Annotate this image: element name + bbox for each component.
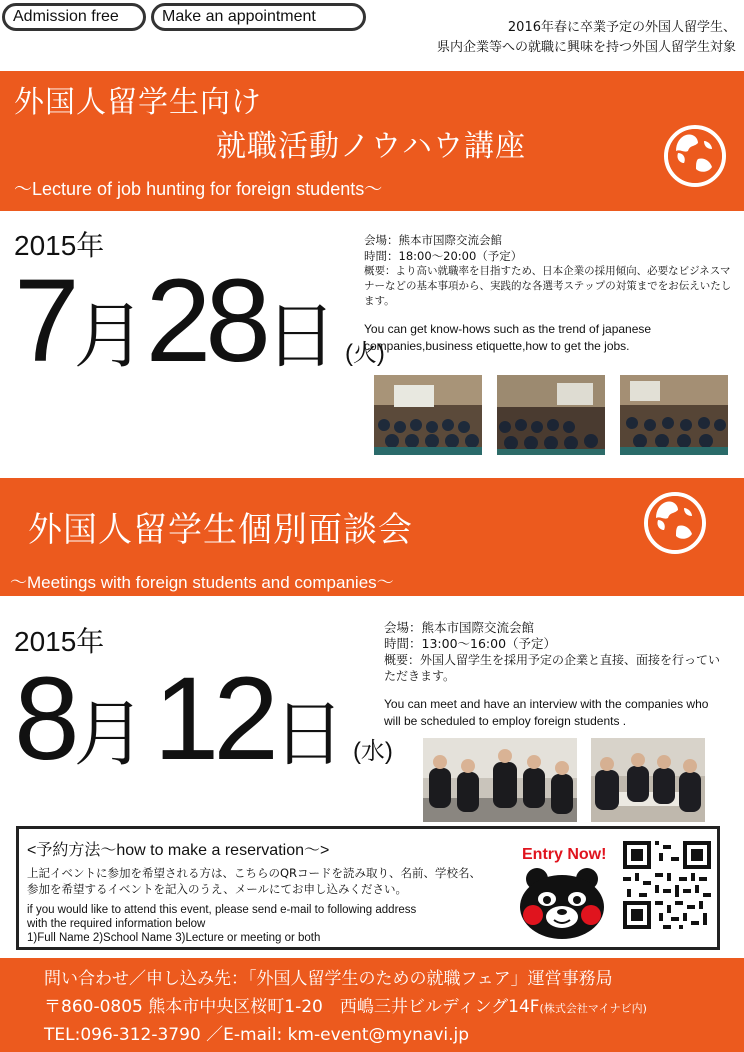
lecture-date [14, 255, 385, 387]
globe-icon [644, 492, 706, 554]
lecture-subtitle: ～Lecture of job hunting for foreign students～ [14, 179, 383, 199]
lecture-day-char: 日 [264, 297, 337, 377]
footer-address [44, 992, 647, 1017]
footer-tel-email: TEL:096-312-3790 ／E-mail: km-event@mynavi.jp [44, 1025, 470, 1045]
contact-footer [0, 958, 744, 1052]
reservation-jp-line-1: 上記イベントに参加を希望される方は、こちらのQRコードを読み取り、名前、学校名、 [27, 866, 482, 880]
meeting-venue: 会場：熊本市国際交流会館 [384, 620, 535, 635]
lecture-month-char: 月 [73, 297, 146, 377]
meeting-year: 2015年 [14, 626, 105, 657]
meeting-title: 外国人留学生個別面談会 [28, 510, 413, 550]
meeting-summary: 概要：外国人留学生を採用予定の企業と直接、面接を行っていただきます。 [384, 653, 721, 683]
meeting-month: 8 [14, 653, 74, 785]
footer-address-main: 〒860-0805 熊本市中央区桜町1-20 西嶋三井ビルディング14F [44, 997, 540, 1017]
meeting-time: 時間：13:00～16:00（予定） [384, 636, 557, 651]
meeting-photo-1 [423, 738, 577, 822]
mascot-bear-icon [509, 865, 615, 939]
reservation-en-line-3: 1)Full Name 2)School Name 3)Lecture or meeting or both [27, 932, 321, 944]
lecture-photo-3 [620, 375, 728, 455]
lecture-weekday: (火) [344, 340, 385, 367]
lecture-year: 2015年 [14, 230, 105, 261]
lecture-title-line-1: 外国人留学生向け [14, 85, 262, 120]
lecture-info [364, 232, 734, 355]
meeting-day-char: 日 [272, 695, 345, 775]
meeting-english: You can meet and have an interview with the companies who will be scheduled to employ foreign students . [384, 697, 709, 728]
reservation-en-line-1: if you would like to attend this event, please send e-mail to following address [27, 904, 417, 916]
lecture-time: 時間：18:00～20:00（予定） [364, 249, 523, 263]
lecture-title-line-2: 就職活動ノウハウ講座 [216, 129, 526, 164]
target-line-2: 県内企業等への就職に興味を持つ外国人留学生対象 [436, 40, 736, 55]
lecture-photo-2 [497, 375, 605, 455]
meeting-banner [0, 478, 744, 596]
reservation-jp [27, 865, 481, 897]
meeting-month-char: 月 [73, 695, 146, 775]
reservation-jp-line-2: 参加を希望するイベントを記入のうえ、メールにてお申し込みください。 [27, 882, 407, 896]
meeting-day: 12 [153, 653, 273, 785]
meeting-date [14, 653, 393, 785]
reservation-en-line-2: with the required information below [27, 918, 206, 930]
reservation-heading: <予約方法～how to make a reservation～> [27, 842, 330, 859]
globe-icon [664, 125, 726, 187]
qr-code[interactable] [623, 841, 711, 929]
lecture-banner [0, 71, 744, 211]
entry-now-label: Entry Now! [522, 846, 607, 863]
lecture-day: 28 [145, 255, 265, 387]
lecture-month: 7 [14, 255, 74, 387]
lecture-english: You can get know-hows such as the trend of japanese companies,business etiquette,how to get the jobs. [364, 322, 652, 353]
reservation-box [16, 826, 720, 950]
footer-contact-title: 問い合わせ／申し込み先：「外国人留学生のための就職フェア」運営事務局 [44, 969, 613, 989]
reservation-en [27, 903, 416, 945]
appointment-badge: Make an appointment [151, 3, 366, 31]
target-line-1: 2016年春に卒業予定の外国人留学生、 [507, 20, 736, 35]
meeting-subtitle: ～Meetings with foreign students and companies～ [10, 573, 394, 592]
lecture-photo-1 [374, 375, 482, 455]
meeting-weekday: (水) [352, 738, 393, 765]
lecture-venue: 会場：熊本市国際交流会館 [364, 233, 502, 247]
admission-free-badge: Admission free [2, 3, 146, 31]
target-audience [437, 18, 736, 58]
meeting-photo-2 [591, 738, 705, 822]
meeting-info [384, 620, 724, 730]
footer-address-company: (株式会社マイナビ内) [539, 1002, 647, 1015]
lecture-summary: 概要：より高い就職率を目指すため、日本企業の採用傾向、必要なビジネスマナーなどの基本事項から、実践的な各選考ステップの対策までをお伝えいたします。 [364, 265, 732, 307]
